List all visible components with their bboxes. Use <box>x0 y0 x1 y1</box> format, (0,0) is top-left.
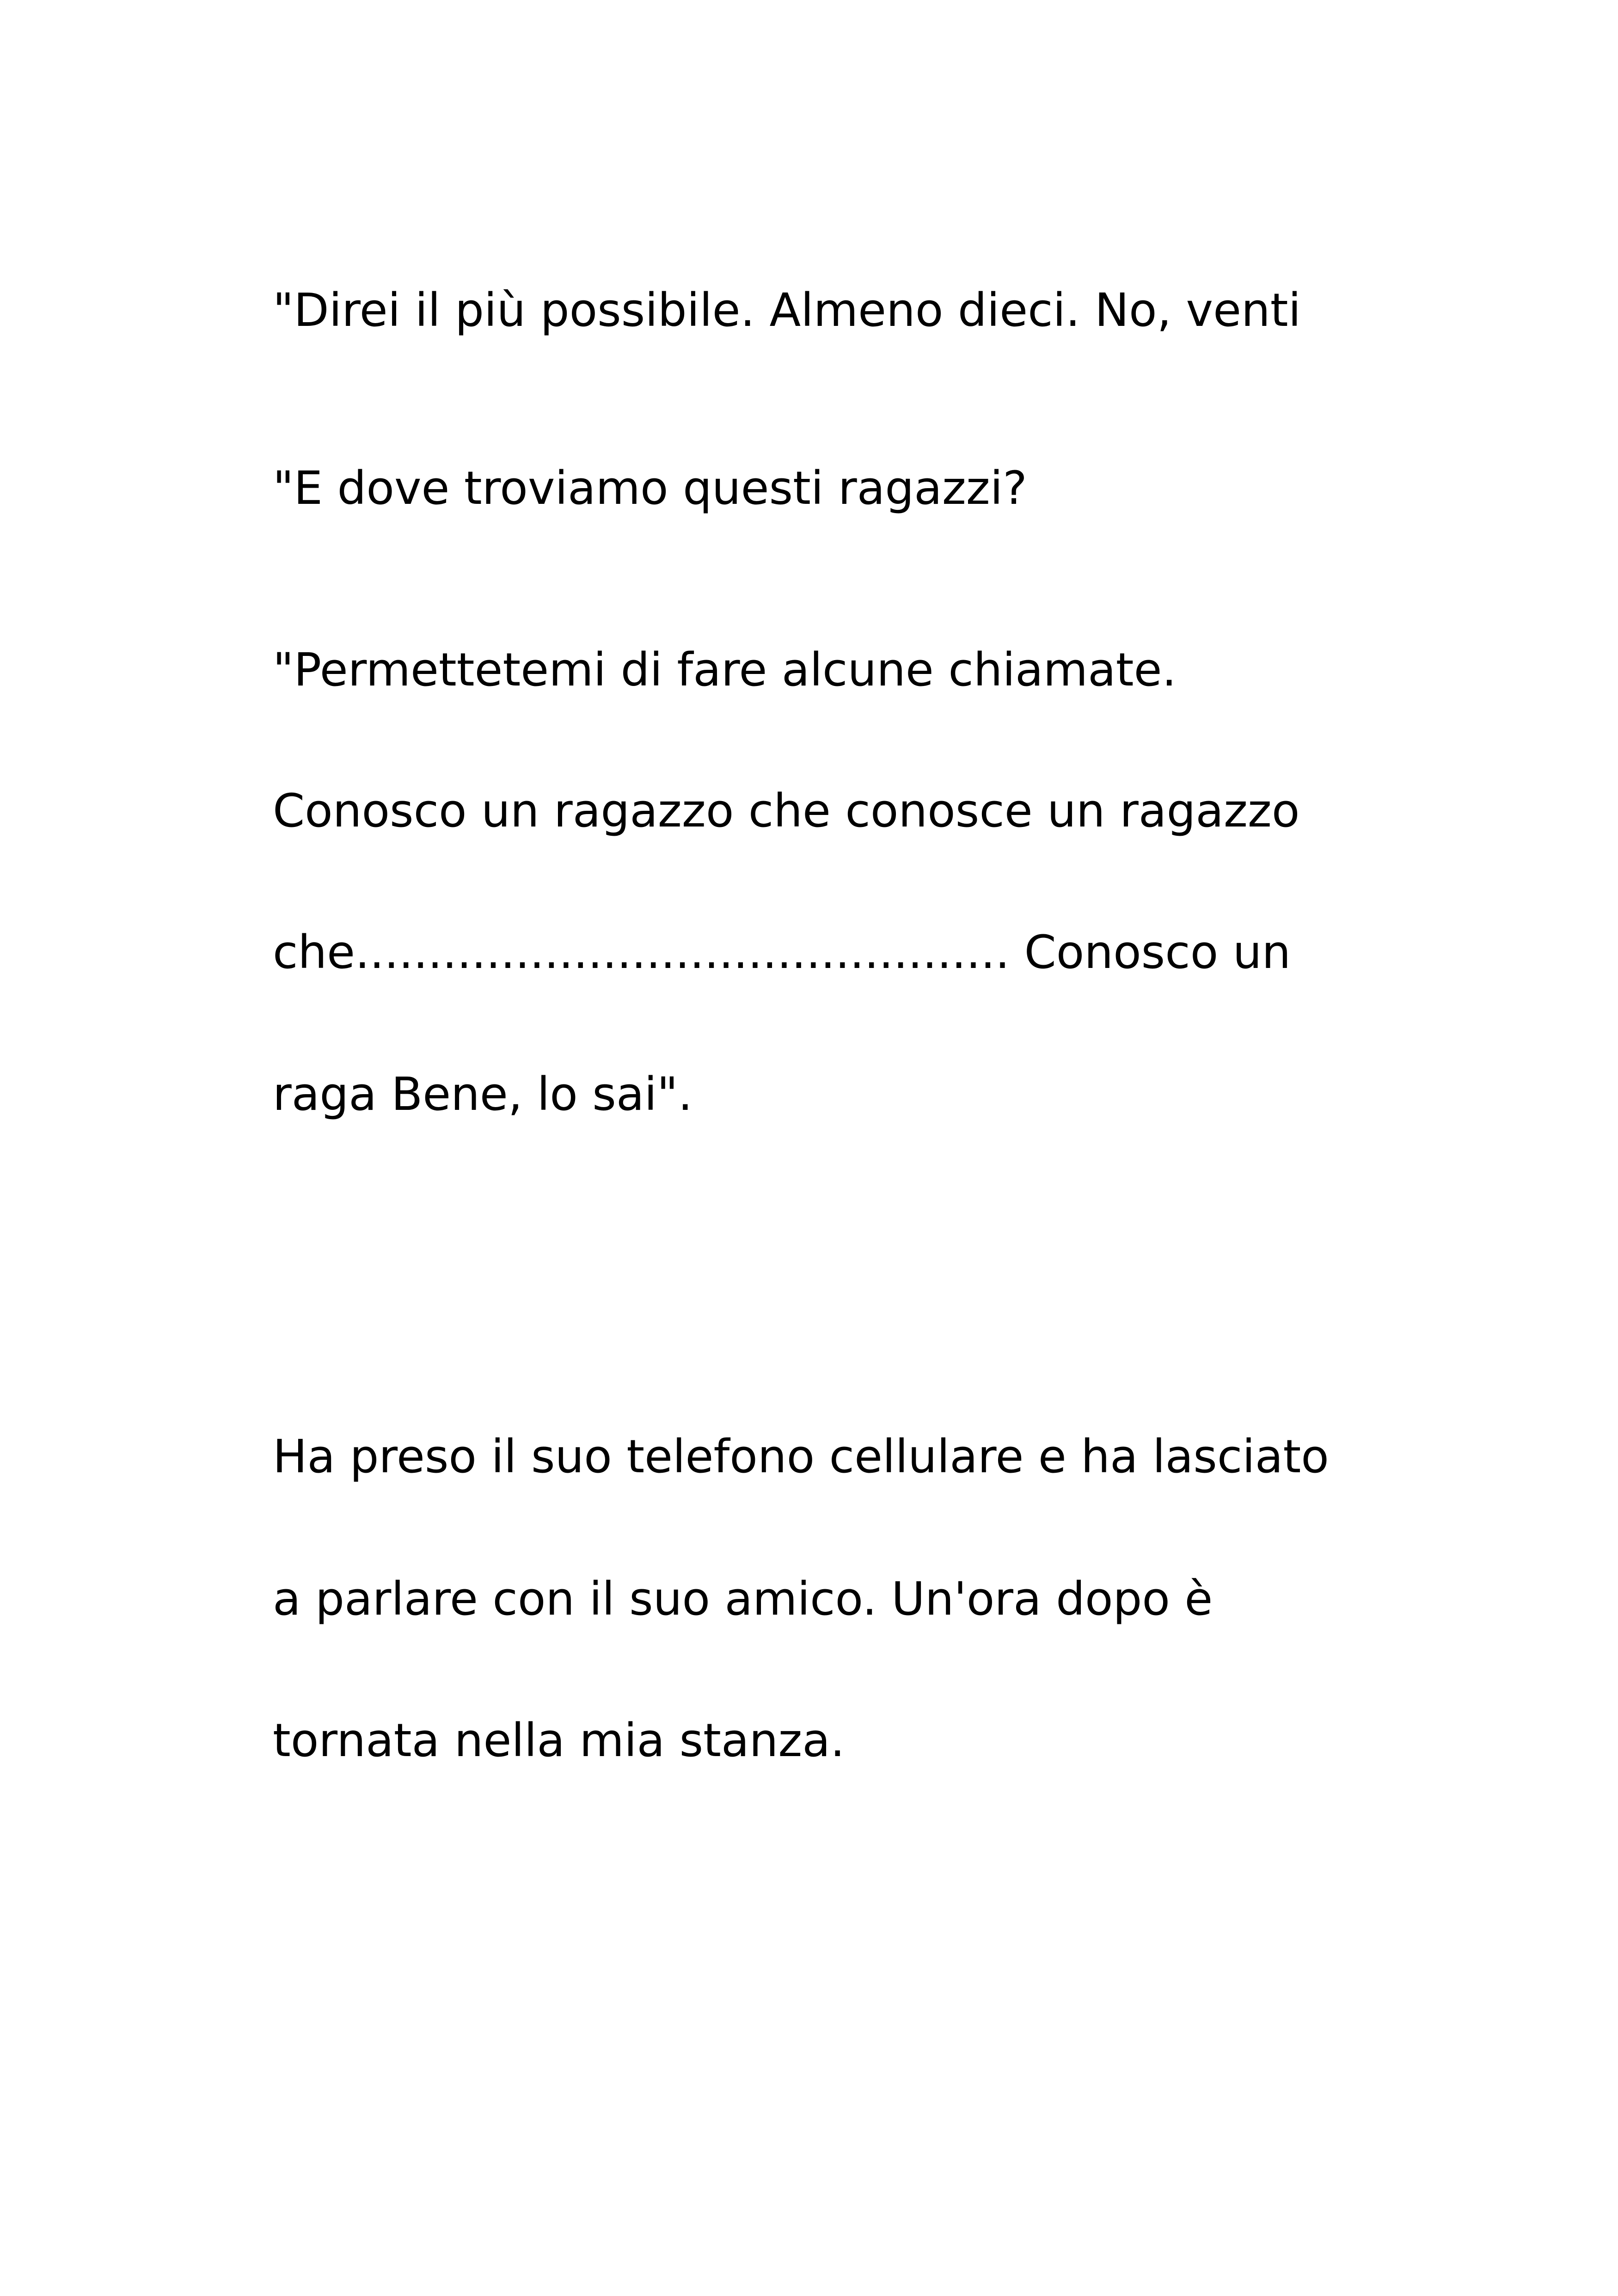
paragraph-3-line-1: "Permettetemi di fare alcune chiamate. <box>273 643 1177 697</box>
paragraph-3-line-3: che............................................. Conosco un <box>273 926 1291 979</box>
paragraph-4-line-3: tornata nella mia stanza. <box>273 1714 845 1767</box>
paragraph-4-line-1: Ha preso il suo telefono cellulare e ha lasciato <box>273 1430 1329 1483</box>
paragraph-2-line-1: "E dove troviamo questi ragazzi? <box>273 462 1027 515</box>
paragraph-3-line-4: raga Bene, lo sai". <box>273 1068 693 1121</box>
paragraph-1-line-1: "Direi il più possibile. Almeno dieci. No, venti <box>273 284 1301 337</box>
paragraph-4-line-2: a parlare con il suo amico. Un'ora dopo è <box>273 1573 1213 1626</box>
paragraph-3-line-2: Conosco un ragazzo che conosce un ragazzo <box>273 784 1300 838</box>
